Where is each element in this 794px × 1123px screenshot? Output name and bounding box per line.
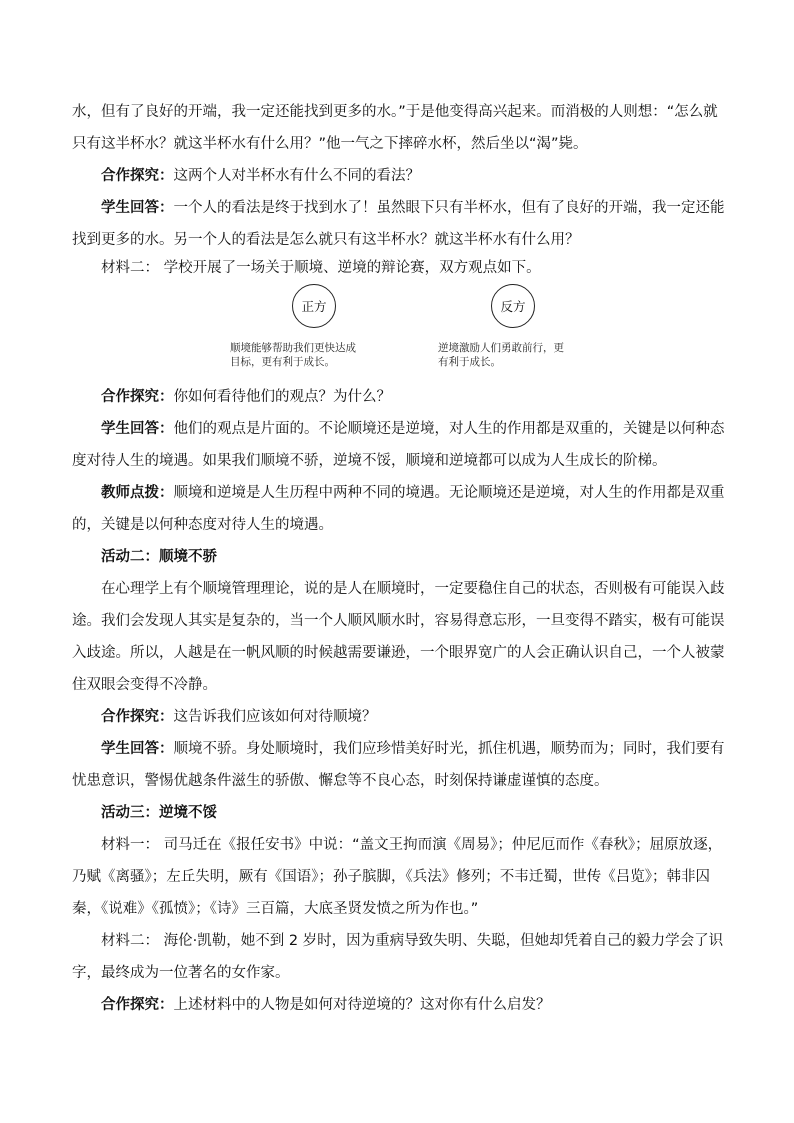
question-2: [72, 381, 726, 413]
pro-side-circle: [292, 284, 336, 328]
question-2-text: 你如何看待他们的观点？为什么？: [173, 389, 391, 405]
answer-2: [72, 413, 726, 477]
pro-side-viewpoint-line-2: 目标，更有利于成长。: [230, 356, 335, 368]
label-teacher-guidance: 教师点拨：: [101, 485, 174, 501]
teacher-guidance-text: 顺境和逆境是人生历程中两种不同的境遇。无论顺境还是逆境，对人生的作用都是双重的，关键是以何种态度对待人生的境遇。: [72, 485, 725, 533]
question-3-text: 这告诉我们应该如何对待顺境？: [173, 709, 377, 725]
label-student-answer: 学生回答：: [101, 200, 174, 216]
con-side-viewpoint-line-2: 有利于成长。: [438, 356, 501, 368]
pro-side-viewpoint: [230, 341, 356, 369]
answer-3: [72, 733, 726, 797]
teacher-guidance: [72, 477, 726, 541]
label-cooperative-inquiry: 合作探究：: [101, 997, 174, 1013]
label-student-answer: 学生回答：: [101, 421, 174, 437]
label-student-answer: 学生回答：: [101, 741, 174, 757]
question-3: [72, 701, 726, 733]
label-cooperative-inquiry: 合作探究：: [101, 168, 174, 184]
question-1-text: 这两个人对半杯水有什么不同的看法？: [173, 168, 420, 184]
con-side-circle: [491, 284, 535, 328]
label-cooperative-inquiry: 合作探究：: [101, 389, 174, 405]
activity-2-heading: 活动二：顺境不骄: [101, 549, 217, 565]
activity-3-heading: 活动三：逆境不馁: [101, 805, 217, 821]
material-2-intro: 材料二： 学校开展了一场关于顺境、逆境的辩论赛，双方观点如下。: [101, 260, 541, 276]
answer-1: [72, 192, 726, 256]
answer-3-text: 顺境不骄。身处顺境时，我们应珍惜美好时光，抓住机遇，顺势而为；同时，我们要有忧患意识，警惕优越条件滋生的骄傲、懈怠等不良心态，时刻保持谦虚谨慎的态度。: [72, 741, 725, 789]
pro-side-viewpoint-line-1: 顺境能够帮助我们更快达成: [230, 342, 356, 354]
pro-side-label: 正方: [301, 299, 327, 314]
question-1: [72, 160, 726, 192]
con-side-label: 反方: [500, 299, 526, 314]
material-helen-keller: 材料二： 海伦·凯勒，她不到 2 岁时，因为重病导致失明、失聪，但她却凭着自己的毅力学会了识字，最终成为一位著名的女作家。: [72, 933, 724, 981]
paragraph-adversity-management: 在心理学上有个顺境管理理论，说的是人在顺境时，一定要稳住自己的状态，否则极有可能误入歧途。我们会发现人其实是复杂的，当一个人顺风顺水时，容易得意忘形，一旦变得不踏实，极有可能误入歧途。所以，人越是在一帆风顺的时候越需要谦逊，一个眼界宽广的人会正确认识自己，一个人被蒙住双眼会变得不冷静。: [72, 581, 725, 693]
paragraph-half-cup-story: 水，但有了良好的开端，我一定还能找到更多的水。”于是他变得高兴起来。而消极的人则想：“怎么就只有这半杯水？就这半杯水有什么用？”他一气之下摔碎水杯，然后坐以“渴”毙。: [72, 104, 718, 152]
question-4-text: 上述材料中的人物是如何对待逆境的？这对你有什么启发？: [173, 997, 551, 1013]
answer-2-text: 他们的观点是片面的。不论顺境还是逆境，对人生的作用都是双重的，关键是以何种态度对待人生的境遇。如果我们顺境不骄，逆境不馁，顺境和逆境都可以成为人生成长的阶梯。: [72, 421, 725, 469]
con-side-viewpoint-line-1: 逆境激励人们勇敢前行，更: [438, 342, 564, 354]
answer-1-text: 一个人的看法是终于找到水了！虽然眼下只有半杯水，但有了良好的开端，我一定还能找到更多的水。另一个人的看法是怎么就只有这半杯水？就这半杯水有什么用？: [72, 200, 725, 248]
material-sima-qian: 材料一： 司马迁在《报任安书》中说：“盖文王拘而演《周易》；仲尼厄而作《春秋》；屈原放逐，乃赋《离骚》；左丘失明，厥有《国语》；孙子膑脚，《兵法》修列；不韦迁蜀，世传《吕览》；韩非囚秦，《说难》《孤愤》；《诗》三百篇，大底圣贤发愤之所为作也。”: [72, 837, 723, 917]
question-4: [72, 989, 726, 1021]
con-side-viewpoint: [438, 341, 564, 369]
label-cooperative-inquiry: 合作探究：: [101, 709, 174, 725]
